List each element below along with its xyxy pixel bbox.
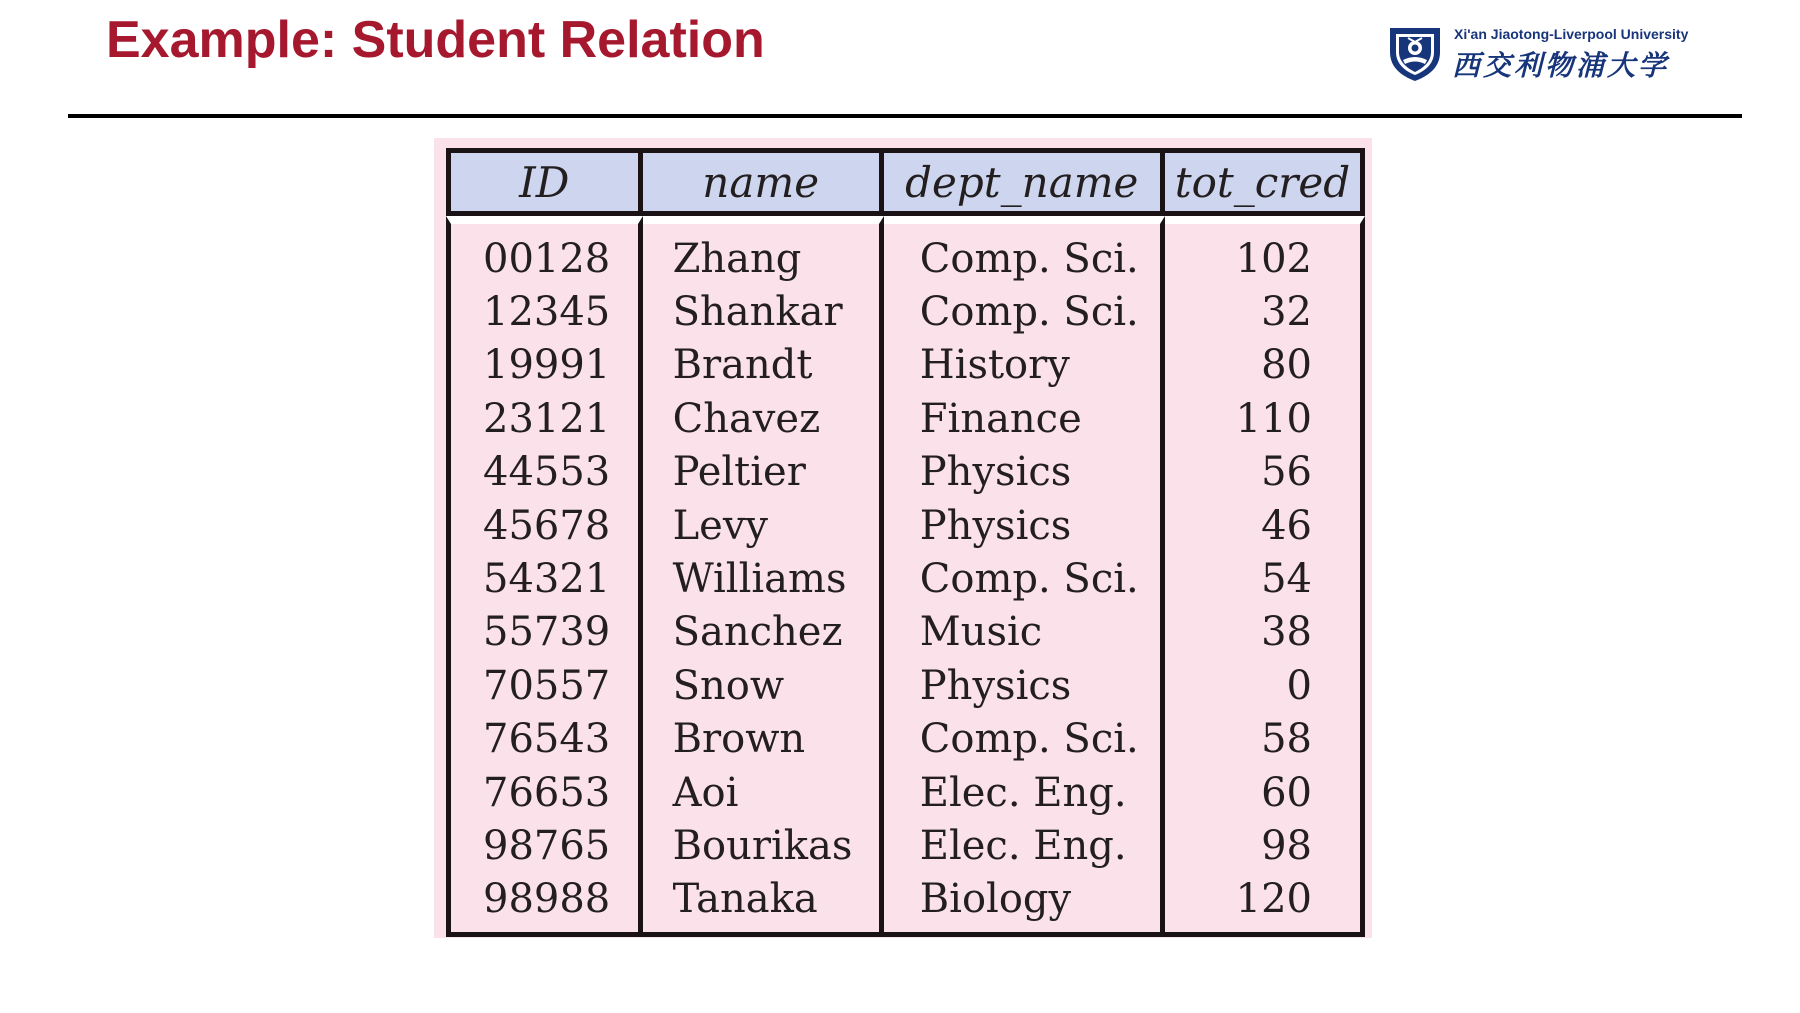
- cell-dept-name: Comp. Sci.: [884, 216, 1165, 285]
- student-relation-table: [446, 148, 1365, 937]
- cell-id: 76543: [446, 713, 643, 766]
- table-row: [446, 446, 1365, 499]
- cell-tot-cred: 46: [1165, 499, 1365, 552]
- table-row: [446, 713, 1365, 766]
- cell-id: 54321: [446, 552, 643, 605]
- table-row: [446, 499, 1365, 552]
- cell-dept-name: Music: [884, 606, 1165, 659]
- table-header-row: [446, 148, 1365, 216]
- table-row: [446, 216, 1365, 285]
- cell-dept-name: Biology: [884, 873, 1165, 937]
- cell-id: 55739: [446, 606, 643, 659]
- column-header-dept-name: dept_name: [884, 148, 1165, 216]
- cell-name: Bourikas: [643, 819, 884, 872]
- cell-tot-cred: 56: [1165, 446, 1365, 499]
- cell-tot-cred: 38: [1165, 606, 1365, 659]
- cell-id: 00128: [446, 216, 643, 285]
- cell-tot-cred: 102: [1165, 216, 1365, 285]
- table-row: [446, 766, 1365, 819]
- cell-tot-cred: 54: [1165, 552, 1365, 605]
- column-header-tot-cred: tot_cred: [1165, 148, 1365, 216]
- shield-icon: [1388, 26, 1442, 82]
- cell-id: 98765: [446, 819, 643, 872]
- university-name-en: Xi'an Jiaotong-Liverpool University: [1454, 26, 1689, 42]
- cell-name: Tanaka: [643, 873, 884, 937]
- cell-id: 76653: [446, 766, 643, 819]
- cell-tot-cred: 80: [1165, 339, 1365, 392]
- cell-id: 23121: [446, 392, 643, 445]
- cell-name: Levy: [643, 499, 884, 552]
- column-header-id: ID: [446, 148, 643, 216]
- cell-dept-name: Comp. Sci.: [884, 713, 1165, 766]
- cell-id: 19991: [446, 339, 643, 392]
- cell-id: 45678: [446, 499, 643, 552]
- column-header-name: name: [643, 148, 884, 216]
- cell-id: 98988: [446, 873, 643, 937]
- cell-tot-cred: 110: [1165, 392, 1365, 445]
- cell-dept-name: Comp. Sci.: [884, 552, 1165, 605]
- cell-dept-name: History: [884, 339, 1165, 392]
- cell-name: Sanchez: [643, 606, 884, 659]
- table-row: [446, 339, 1365, 392]
- table-row: [446, 392, 1365, 445]
- cell-tot-cred: 98: [1165, 819, 1365, 872]
- cell-tot-cred: 60: [1165, 766, 1365, 819]
- table-row: [446, 873, 1365, 937]
- university-name-cn: 西交利物浦大学: [1452, 49, 1670, 82]
- cell-id: 70557: [446, 659, 643, 712]
- cell-id: 12345: [446, 285, 643, 338]
- cell-name: Peltier: [643, 446, 884, 499]
- slide-title: Example: Student Relation: [106, 11, 765, 69]
- cell-tot-cred: 58: [1165, 713, 1365, 766]
- title-divider: [68, 114, 1742, 118]
- cell-dept-name: Physics: [884, 499, 1165, 552]
- cell-dept-name: Elec. Eng.: [884, 766, 1165, 819]
- cell-dept-name: Physics: [884, 659, 1165, 712]
- cell-name: Zhang: [643, 216, 884, 285]
- student-relation-figure: [434, 138, 1372, 938]
- cell-dept-name: Physics: [884, 446, 1165, 499]
- cell-name: Snow: [643, 659, 884, 712]
- cell-tot-cred: 120: [1165, 873, 1365, 937]
- cell-name: Shankar: [643, 285, 884, 338]
- table-row: [446, 606, 1365, 659]
- cell-name: Chavez: [643, 392, 884, 445]
- table-row: [446, 285, 1365, 338]
- table-row: [446, 819, 1365, 872]
- cell-name: Brown: [643, 713, 884, 766]
- university-logo: [1388, 24, 1748, 84]
- cell-name: Brandt: [643, 339, 884, 392]
- cell-dept-name: Finance: [884, 392, 1165, 445]
- cell-name: Williams: [643, 552, 884, 605]
- cell-tot-cred: 0: [1165, 659, 1365, 712]
- cell-id: 44553: [446, 446, 643, 499]
- cell-name: Aoi: [643, 766, 884, 819]
- table-row: [446, 659, 1365, 712]
- cell-dept-name: Comp. Sci.: [884, 285, 1165, 338]
- cell-dept-name: Elec. Eng.: [884, 819, 1165, 872]
- table-row: [446, 552, 1365, 605]
- cell-tot-cred: 32: [1165, 285, 1365, 338]
